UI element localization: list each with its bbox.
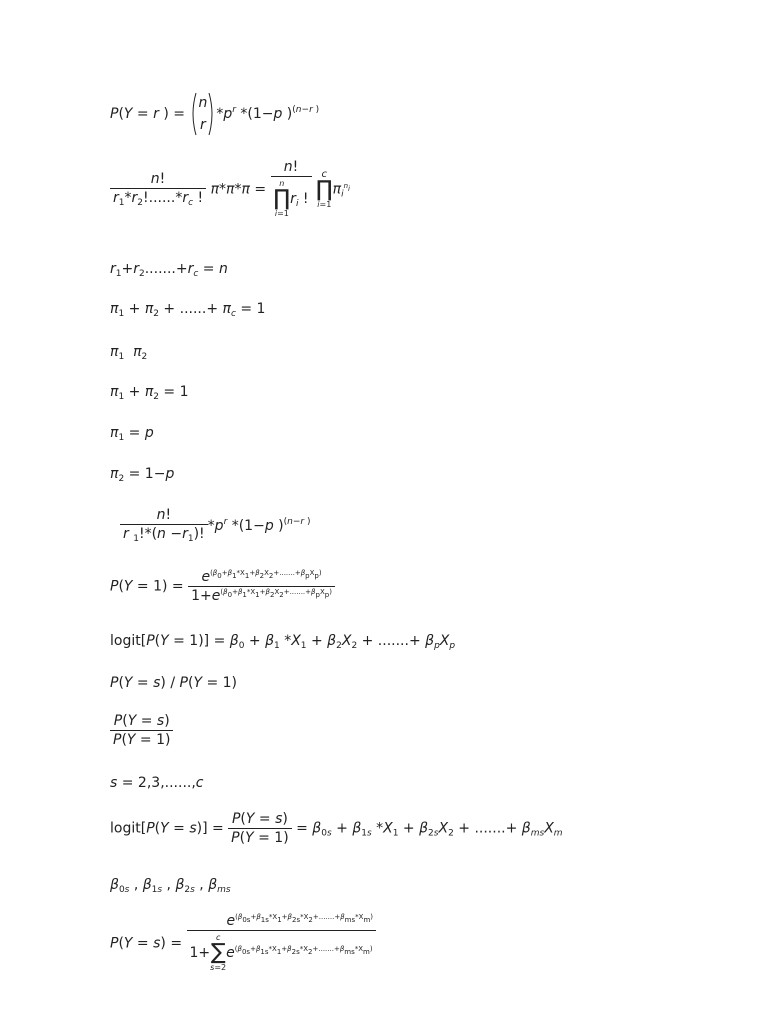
equation-betas: $\beta_{0s}$ , $\beta_{1s}$ , $\beta_{2s}$ , $\beta_{ms}$ — [110, 877, 231, 895]
equation-sum-pi: $\pi_1 + \pi_2$ + ......+ $\pi_c = 1$ — [110, 301, 266, 319]
equation-multi-prob: P(Y = s) = $e^{(\beta_{0s}+\beta_{1s}*X_1+\beta_{2s}*X_2+.......+\beta_{ms}*X_m)}$ 1+ c ∑ s=2 $e^{(\beta_{0s}+\beta_{1s}*X_1+\beta_{2s}*X_2+.......+\beta_{ms}*X_m)}$ — [110, 914, 376, 973]
equation-pi2-1mp: $\pi_2 = 1-p$ — [110, 466, 175, 484]
equation-ratio-frac: $\frac{P(Y = s)}{P(Y = 1)}$ — [110, 714, 173, 747]
equation-binomial: P(Y = r ) = n r $*p^r$ *(1−p )$^{(n-r )}$ — [110, 92, 319, 136]
equation-pi-pair: $\pi_1$ $\pi_2$ — [110, 344, 148, 362]
equation-logistic-prob: P(Y = 1) = $\frac{e^{(\beta_0+\beta_1*X_1+\beta_2X_2+.......+\beta_pX_p)}}{1+e^{(\beta_0+\beta_1*X_1+\beta_2X_2+.......+\beta_pX_p)}}$ — [110, 570, 335, 603]
equation-pi-sum-two: $\pi_1 + \pi_2 = 1$ — [110, 384, 189, 402]
equation-binomial-coef: $\frac{n!}{r _1!*(n -r_1)!}$ $*p^r$ *(1−p )$^{(n-r )}$ — [120, 508, 311, 544]
equation-multi-logit: logit[P(Y = s)] = $\frac{P(Y = s)}{P(Y = 1)}$ = $\beta_{0s} + \beta_{1s}$ $*X_1 + \beta_{2s}X_2$ + .......+ $\beta_{ms}X_m$ — [110, 811, 563, 846]
equation-pi1-p: $\pi_1 = p$ — [110, 425, 154, 443]
equation-sum-r: $r_1+r_2.......+r_c = n$ — [110, 261, 228, 279]
equation-ratio-inline: P(Y = s) / P(Y = 1) — [110, 675, 237, 691]
equation-s-range: s = 2,3,......,c — [110, 775, 204, 791]
equation-multinomial: $\frac{n!}{r_1*r_2!......*r_c !}$ π*π*π = n! n ∏ i=1 $r_i$ ! c ∏ i=1 $\pi_i^{n_i}$ — [110, 160, 350, 219]
binomial-coefficient: n r — [189, 92, 216, 136]
equation-logit: logit[P(Y = $1)] = \beta_0 + \beta_1$ $*X_1 + \beta_2X_2$ + .......+ $\beta_pX_p$ — [110, 633, 456, 651]
